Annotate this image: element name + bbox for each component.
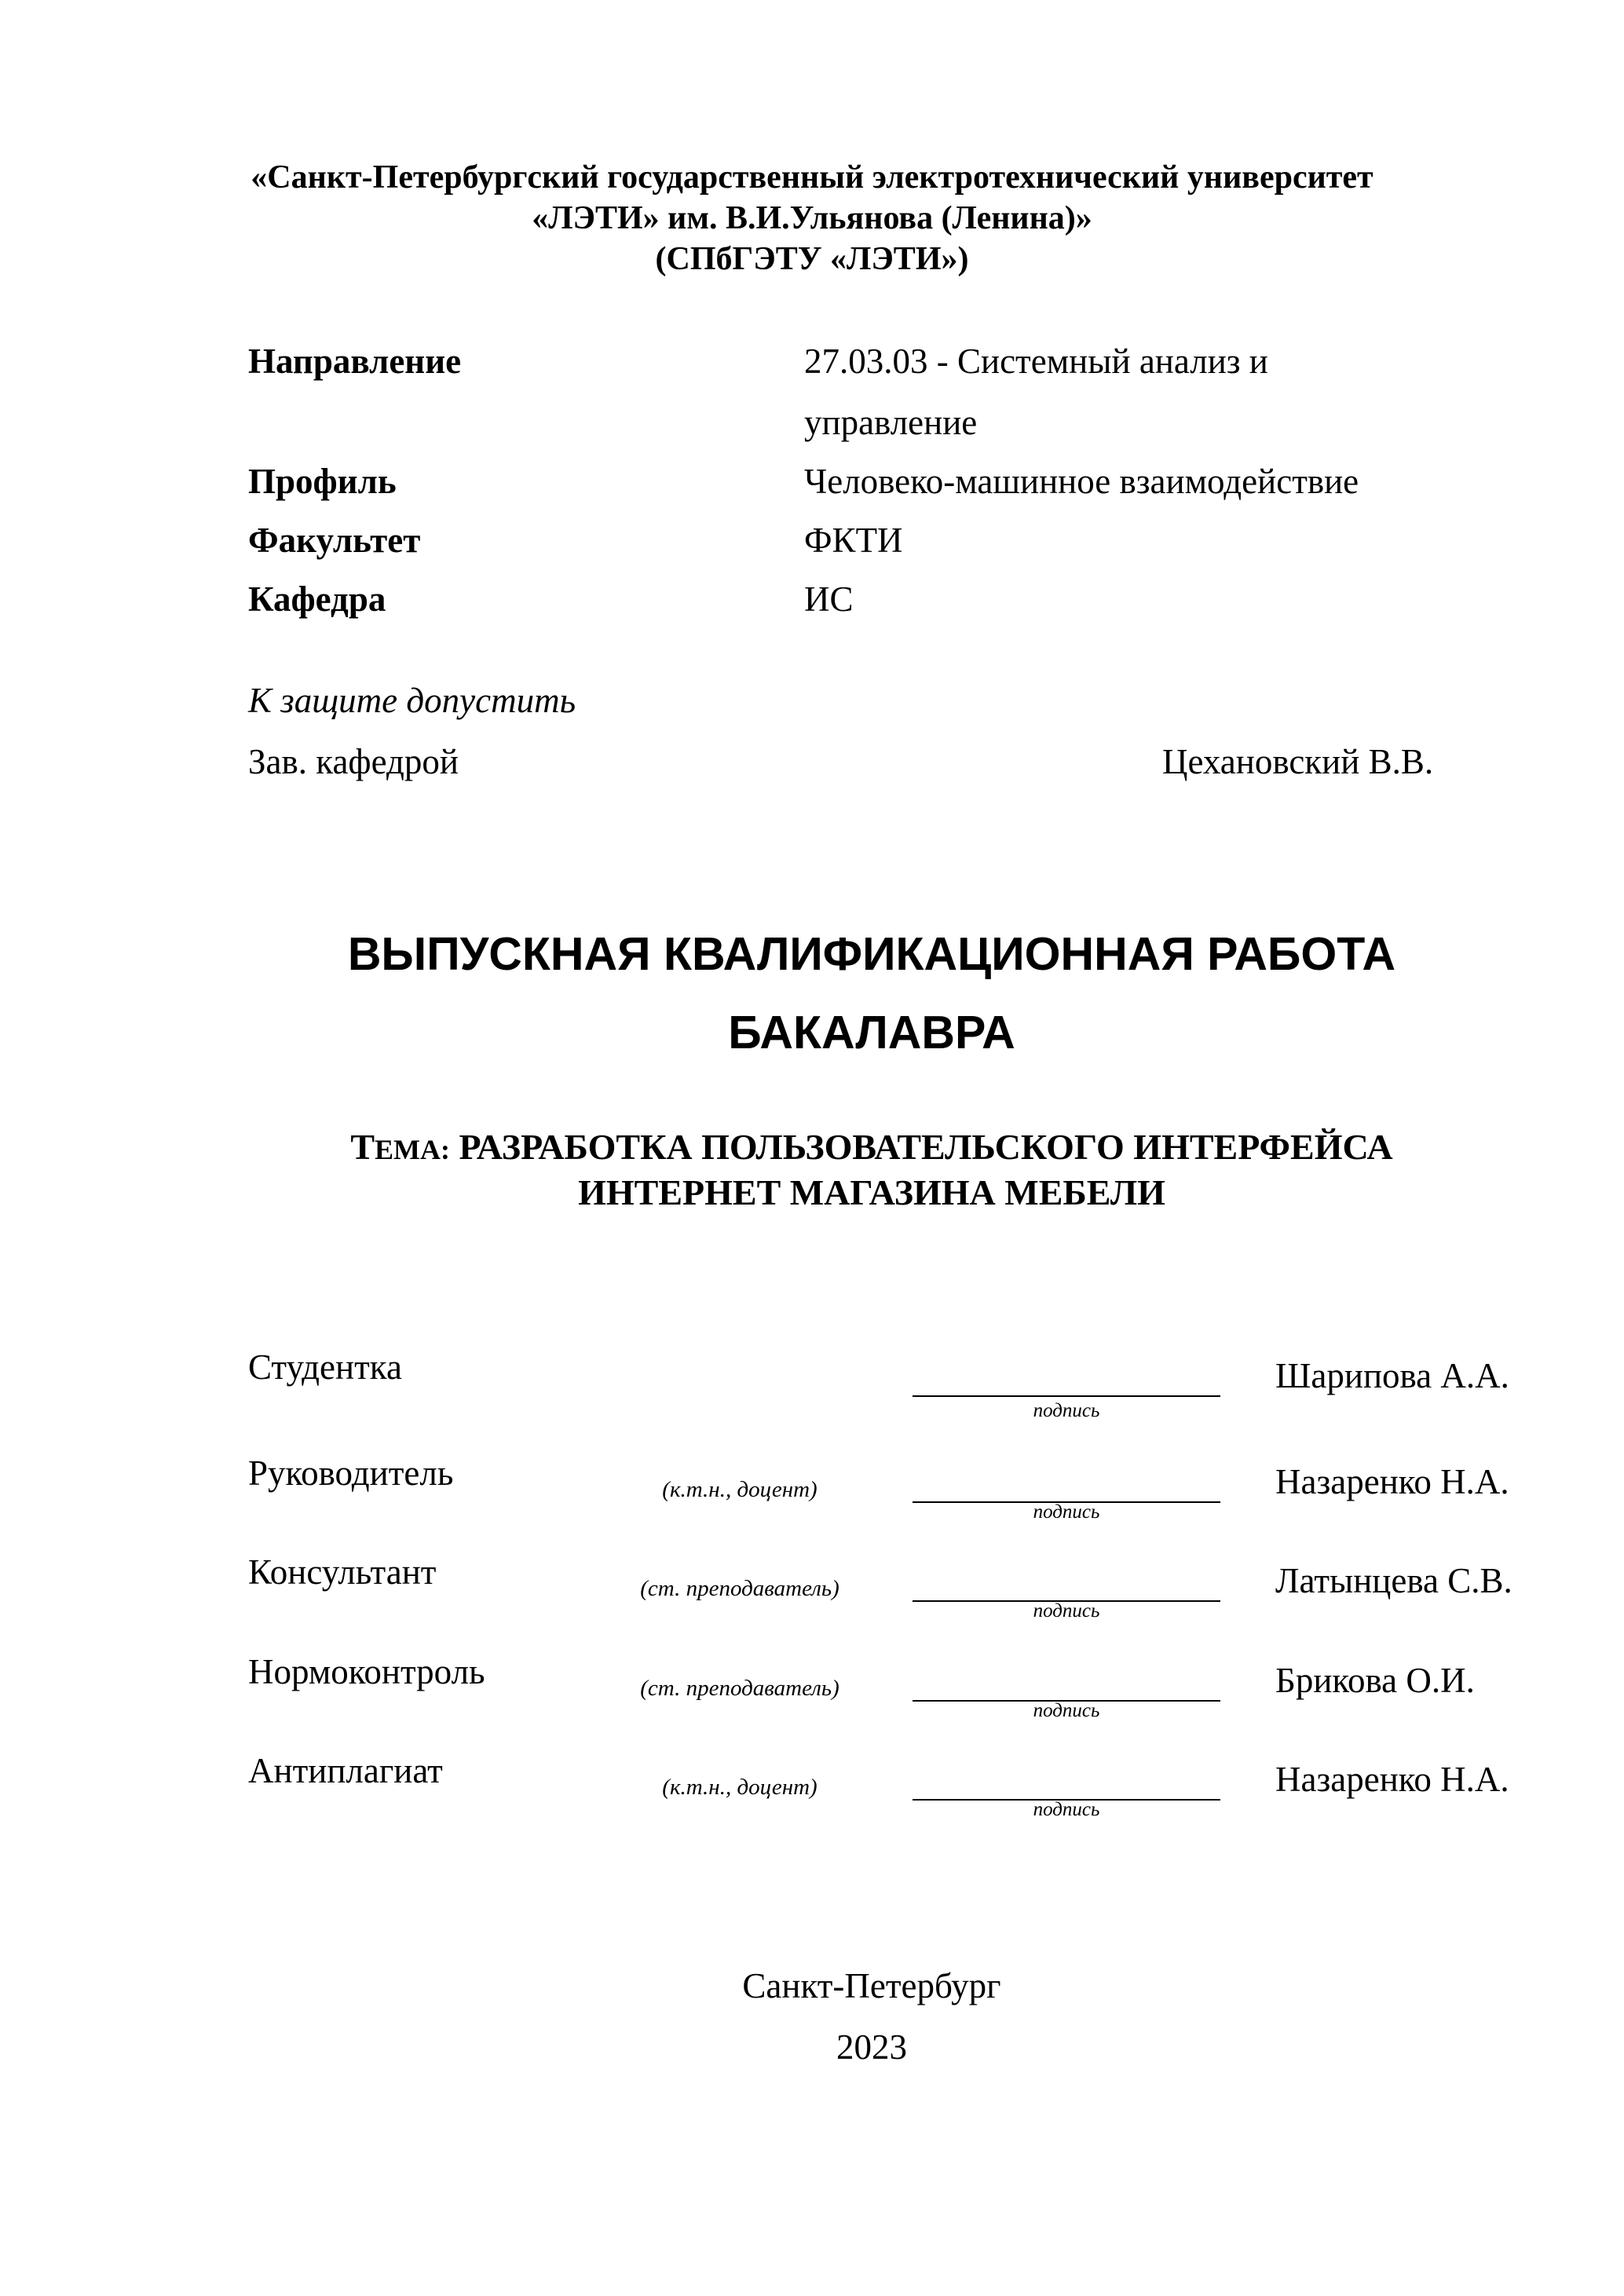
signer-name: Шарипова А.А. xyxy=(1275,1356,1509,1395)
faculty-value: ФКТИ xyxy=(804,521,903,560)
university-abbreviation: (СПбГЭТУ «ЛЭТИ») xyxy=(655,241,969,277)
signature-caption: подпись xyxy=(1033,1700,1100,1721)
direction-value: 27.03.03 - Системный анализ и управление xyxy=(804,342,1268,442)
role-student: Студентка xyxy=(248,1347,402,1387)
head-of-department-label: Зав. кафедрой xyxy=(248,742,459,781)
head-of-department-name: Цехановский В.В. xyxy=(1162,742,1434,781)
signer-name: Брикова О.И. xyxy=(1275,1661,1475,1700)
department-value: ИС xyxy=(804,579,854,619)
signature-caption: подпись xyxy=(1033,1799,1100,1820)
topic-text-1: РАЗРАБОТКА ПОЛЬЗОВАТЕЛЬСКОГО ИНТЕРФЕЙСА xyxy=(459,1127,1393,1167)
city: Санкт-Петербург xyxy=(742,1966,1001,2005)
university-name-line-1: «Санкт-Петербургский государственный электротехнический университет xyxy=(251,159,1373,196)
signature-line xyxy=(913,1395,1220,1397)
direction-label: Направление xyxy=(248,342,462,381)
role-antiplagiarism: Антиплагиат xyxy=(248,1751,443,1790)
work-title-line-1: ВЫПУСКНАЯ КВАЛИФИКАЦИОННАЯ РАБОТА xyxy=(347,928,1396,980)
profile-value: Человеко-машинное взаимодействие xyxy=(804,462,1359,501)
topic-prefix-cap: Т xyxy=(350,1127,375,1167)
signature-caption: подпись xyxy=(1033,1501,1100,1523)
department-label: Кафедра xyxy=(248,579,386,619)
signer-name: Назаренко Н.А. xyxy=(1275,1760,1509,1799)
topic-line-2: ИНТЕРНЕТ МАГАЗИНА МЕБЕЛИ xyxy=(578,1172,1165,1212)
year: 2023 xyxy=(836,2027,907,2067)
consultant-degree: (ст. преподаватель) xyxy=(640,1576,839,1601)
topic-line-1 xyxy=(0,1124,1624,1172)
role-norm-control: Нормоконтроль xyxy=(248,1652,485,1691)
admission-note: К защите допустить xyxy=(248,681,576,720)
antiplagiarism-degree: (к.т.н., доцент) xyxy=(662,1775,817,1800)
norm-control-degree: (ст. преподаватель) xyxy=(640,1676,839,1701)
signature-caption: подпись xyxy=(1033,1400,1100,1421)
university-name-line-2: «ЛЭТИ» им. В.И.Ульянова (Ленина)» xyxy=(532,200,1092,236)
signature-caption: подпись xyxy=(1033,1600,1100,1621)
supervisor-degree: (к.т.н., доцент) xyxy=(662,1477,817,1502)
work-title-line-2: БАКАЛАВРА xyxy=(728,1007,1015,1058)
signer-name: Латынцева С.В. xyxy=(1275,1561,1512,1600)
profile-label: Профиль xyxy=(248,462,397,501)
signer-name: Назаренко Н.А. xyxy=(1275,1462,1509,1501)
topic-prefix-rest: ЕМА: xyxy=(375,1134,451,1165)
faculty-label: Факультет xyxy=(248,521,421,560)
role-supervisor: Руководитель xyxy=(248,1453,454,1493)
role-consultant: Консультант xyxy=(248,1552,437,1592)
